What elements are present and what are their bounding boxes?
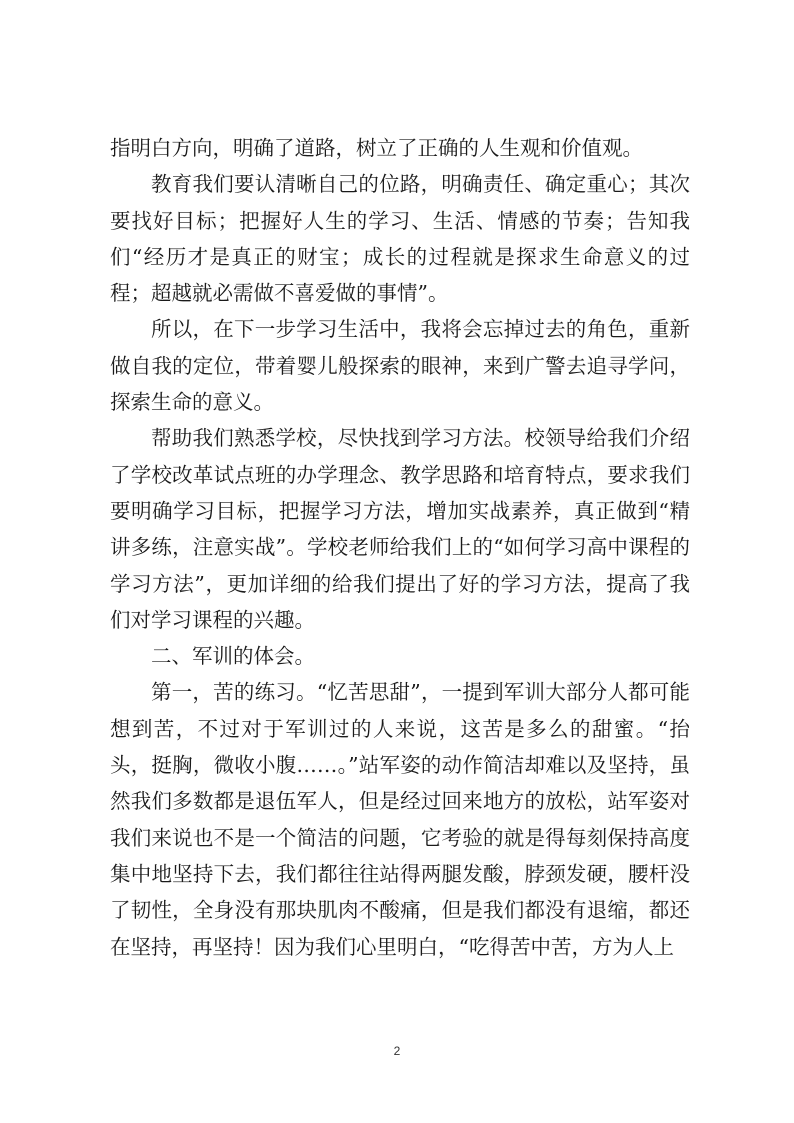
paragraph-5: 第一，苦的练习。“忆苦思甜”，一提到军训大部分人都可能想到苦，不过对于军训过的人来说，这苦是多么的甜蜜。“抬头，挺胸，微收小腹……。”站军姿的动作简洁却难以及坚持，虽然我们多数都是退伍军人，但是经过回来地方的放松，站军姿对我们来说也不是一个简洁的问题，它考验的就是得每刻保持高度集中地坚持下去，我们都往往站得两腿发酸，脖颈发硬，腰杆没了韧性，全身没有那块肌肉不酸痛，但是我们都没有退缩，都还在坚持，再坚持！因为我们心里明白，“吃得苦中苦，方为人上 — [110, 680, 690, 959]
paragraph-4: 帮助我们熟悉学校，尽快找到学习方法。校领导给我们介绍了学校改革试点班的办学理念、教学思路和培育特点，要求我们要明确学习目标，把握学习方法，增加实战素养，真正做到“精讲多练，注意实战”。学校老师给我们上的“如何学习高中课程的学习方法”，更加详细的给我们提出了好的学习方法，提高了我们对学习课程的兴趣。 — [110, 426, 690, 632]
paragraph-3: 所以，在下一步学习生活中，我将会忘掉过去的角色，重新做自我的定位，带着婴儿般探索的眼神，来到广警去追寻学问，探索生命的意义。 — [110, 317, 690, 415]
section-heading: 二、军训的体会。 — [151, 644, 315, 669]
paragraph-2: 教育我们要认清晰自己的位路，明确责任、确定重心；其次要找好目标；把握好人生的学习、生活、情感的节奏；告知我们“经历才是真正的财宝；成长的过程就是探求生命意义的过程；超越就必需做不喜爱做的事情”。 — [110, 172, 690, 306]
document-body — [110, 130, 690, 965]
page-number: 2 — [393, 1044, 401, 1058]
paragraph-1: 指明白方向，明确了道路，树立了正确的人生观和价值观。 — [110, 136, 643, 160]
